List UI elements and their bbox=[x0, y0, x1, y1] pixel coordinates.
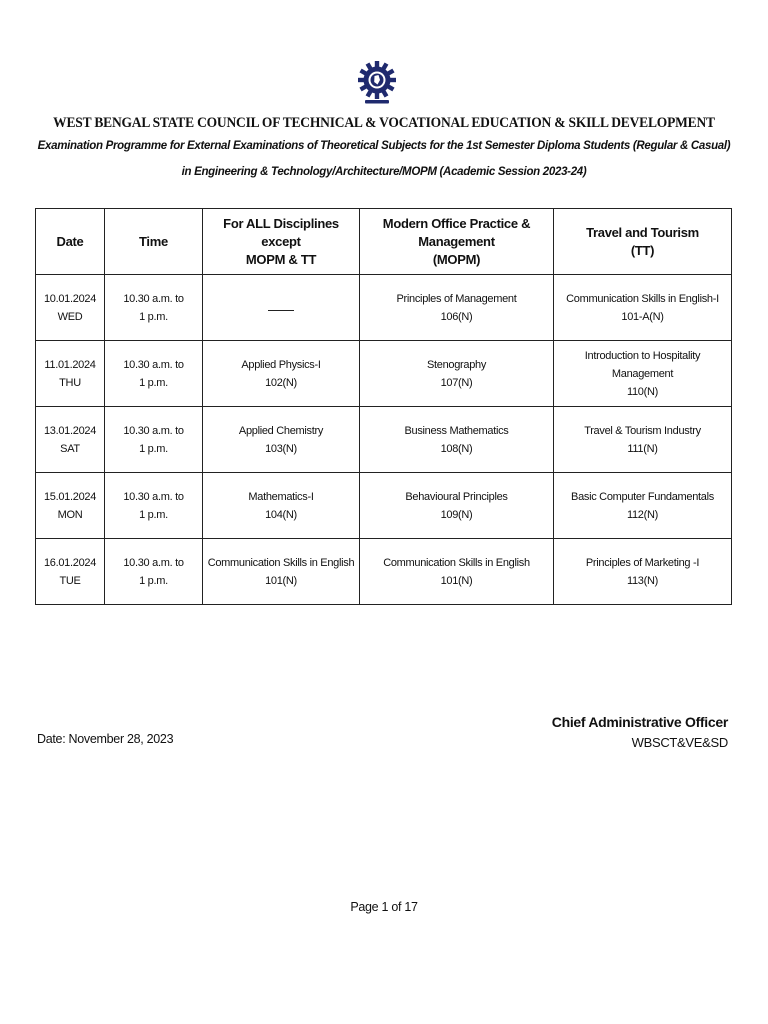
date-cell: 10.01.2024 WED bbox=[36, 275, 105, 341]
header-time: Time bbox=[105, 209, 203, 275]
tt-cell: Principles of Marketing -I 113(N) bbox=[554, 539, 732, 605]
tt-cell: Communication Skills in English-I 101-A(N) bbox=[554, 275, 732, 341]
date-cell: 13.01.2024 SAT bbox=[36, 407, 105, 473]
programme-subtitle-line1: Examination Programme for External Examinations of Theoretical Subjects for the 1st Semester Diploma Students (Regular & Casual) bbox=[37, 140, 731, 152]
date-cell: 16.01.2024 TUE bbox=[36, 539, 105, 605]
all-disciplines-cell: Applied Physics-I 102(N) bbox=[203, 341, 360, 407]
programme-subtitle-line2: in Engineering & Technology/Architecture/MOPM (Academic Session 2023-24) bbox=[181, 166, 587, 178]
table-row bbox=[36, 539, 732, 605]
header-date: Date bbox=[36, 209, 105, 275]
header-mopm: Modern Office Practice & Management (MOPM) bbox=[360, 209, 554, 275]
issue-date: Date: November 28, 2023 bbox=[37, 732, 174, 746]
time-cell: 10.30 a.m. to 1 p.m. bbox=[105, 341, 203, 407]
tt-cell: Travel & Tourism Industry 111(N) bbox=[554, 407, 732, 473]
mopm-cell: Stenography 107(N) bbox=[360, 341, 554, 407]
mopm-cell: Business Mathematics 108(N) bbox=[360, 407, 554, 473]
council-name: WEST BENGAL STATE COUNCIL OF TECHNICAL & VOCATIONAL EDUCATION & SKILL DEVELOPMENT bbox=[53, 115, 715, 131]
page-number: Page 1 of 17 bbox=[350, 900, 418, 914]
council-seal-icon bbox=[356, 58, 398, 110]
table-header-row bbox=[36, 209, 732, 275]
header-tt: Travel and Tourism (TT) bbox=[554, 209, 732, 275]
mopm-cell: Principles of Management 106(N) bbox=[360, 275, 554, 341]
mopm-cell: Behavioural Principles 109(N) bbox=[360, 473, 554, 539]
time-cell: 10.30 a.m. to 1 p.m. bbox=[105, 407, 203, 473]
date-cell: 15.01.2024 MON bbox=[36, 473, 105, 539]
time-cell: 10.30 a.m. to 1 p.m. bbox=[105, 275, 203, 341]
date-cell: 11.01.2024 THU bbox=[36, 341, 105, 407]
tt-cell: Basic Computer Fundamentals 112(N) bbox=[554, 473, 732, 539]
table-row bbox=[36, 341, 732, 407]
all-disciplines-cell: Applied Chemistry 103(N) bbox=[203, 407, 360, 473]
all-disciplines-cell: Mathematics-I 104(N) bbox=[203, 473, 360, 539]
table-row bbox=[36, 473, 732, 539]
no-exam-dash bbox=[268, 310, 294, 311]
time-cell: 10.30 a.m. to 1 p.m. bbox=[105, 539, 203, 605]
mopm-cell: Communication Skills in English 101(N) bbox=[360, 539, 554, 605]
tt-cell: Introduction to Hospitality Management 110(N) bbox=[554, 341, 732, 407]
time-cell: 10.30 a.m. to 1 p.m. bbox=[105, 473, 203, 539]
exam-schedule-table bbox=[35, 208, 732, 605]
table-row bbox=[36, 407, 732, 473]
officer-title: Chief Administrative Officer bbox=[551, 714, 728, 730]
table-row bbox=[36, 275, 732, 341]
officer-organization: WBSCT&VE&SD bbox=[631, 735, 728, 750]
all-disciplines-cell: Communication Skills in English 101(N) bbox=[203, 539, 360, 605]
signature-block bbox=[552, 714, 728, 750]
all-disciplines-cell bbox=[203, 275, 360, 341]
header-all-disciplines: For ALL Disciplines except MOPM & TT bbox=[203, 209, 360, 275]
